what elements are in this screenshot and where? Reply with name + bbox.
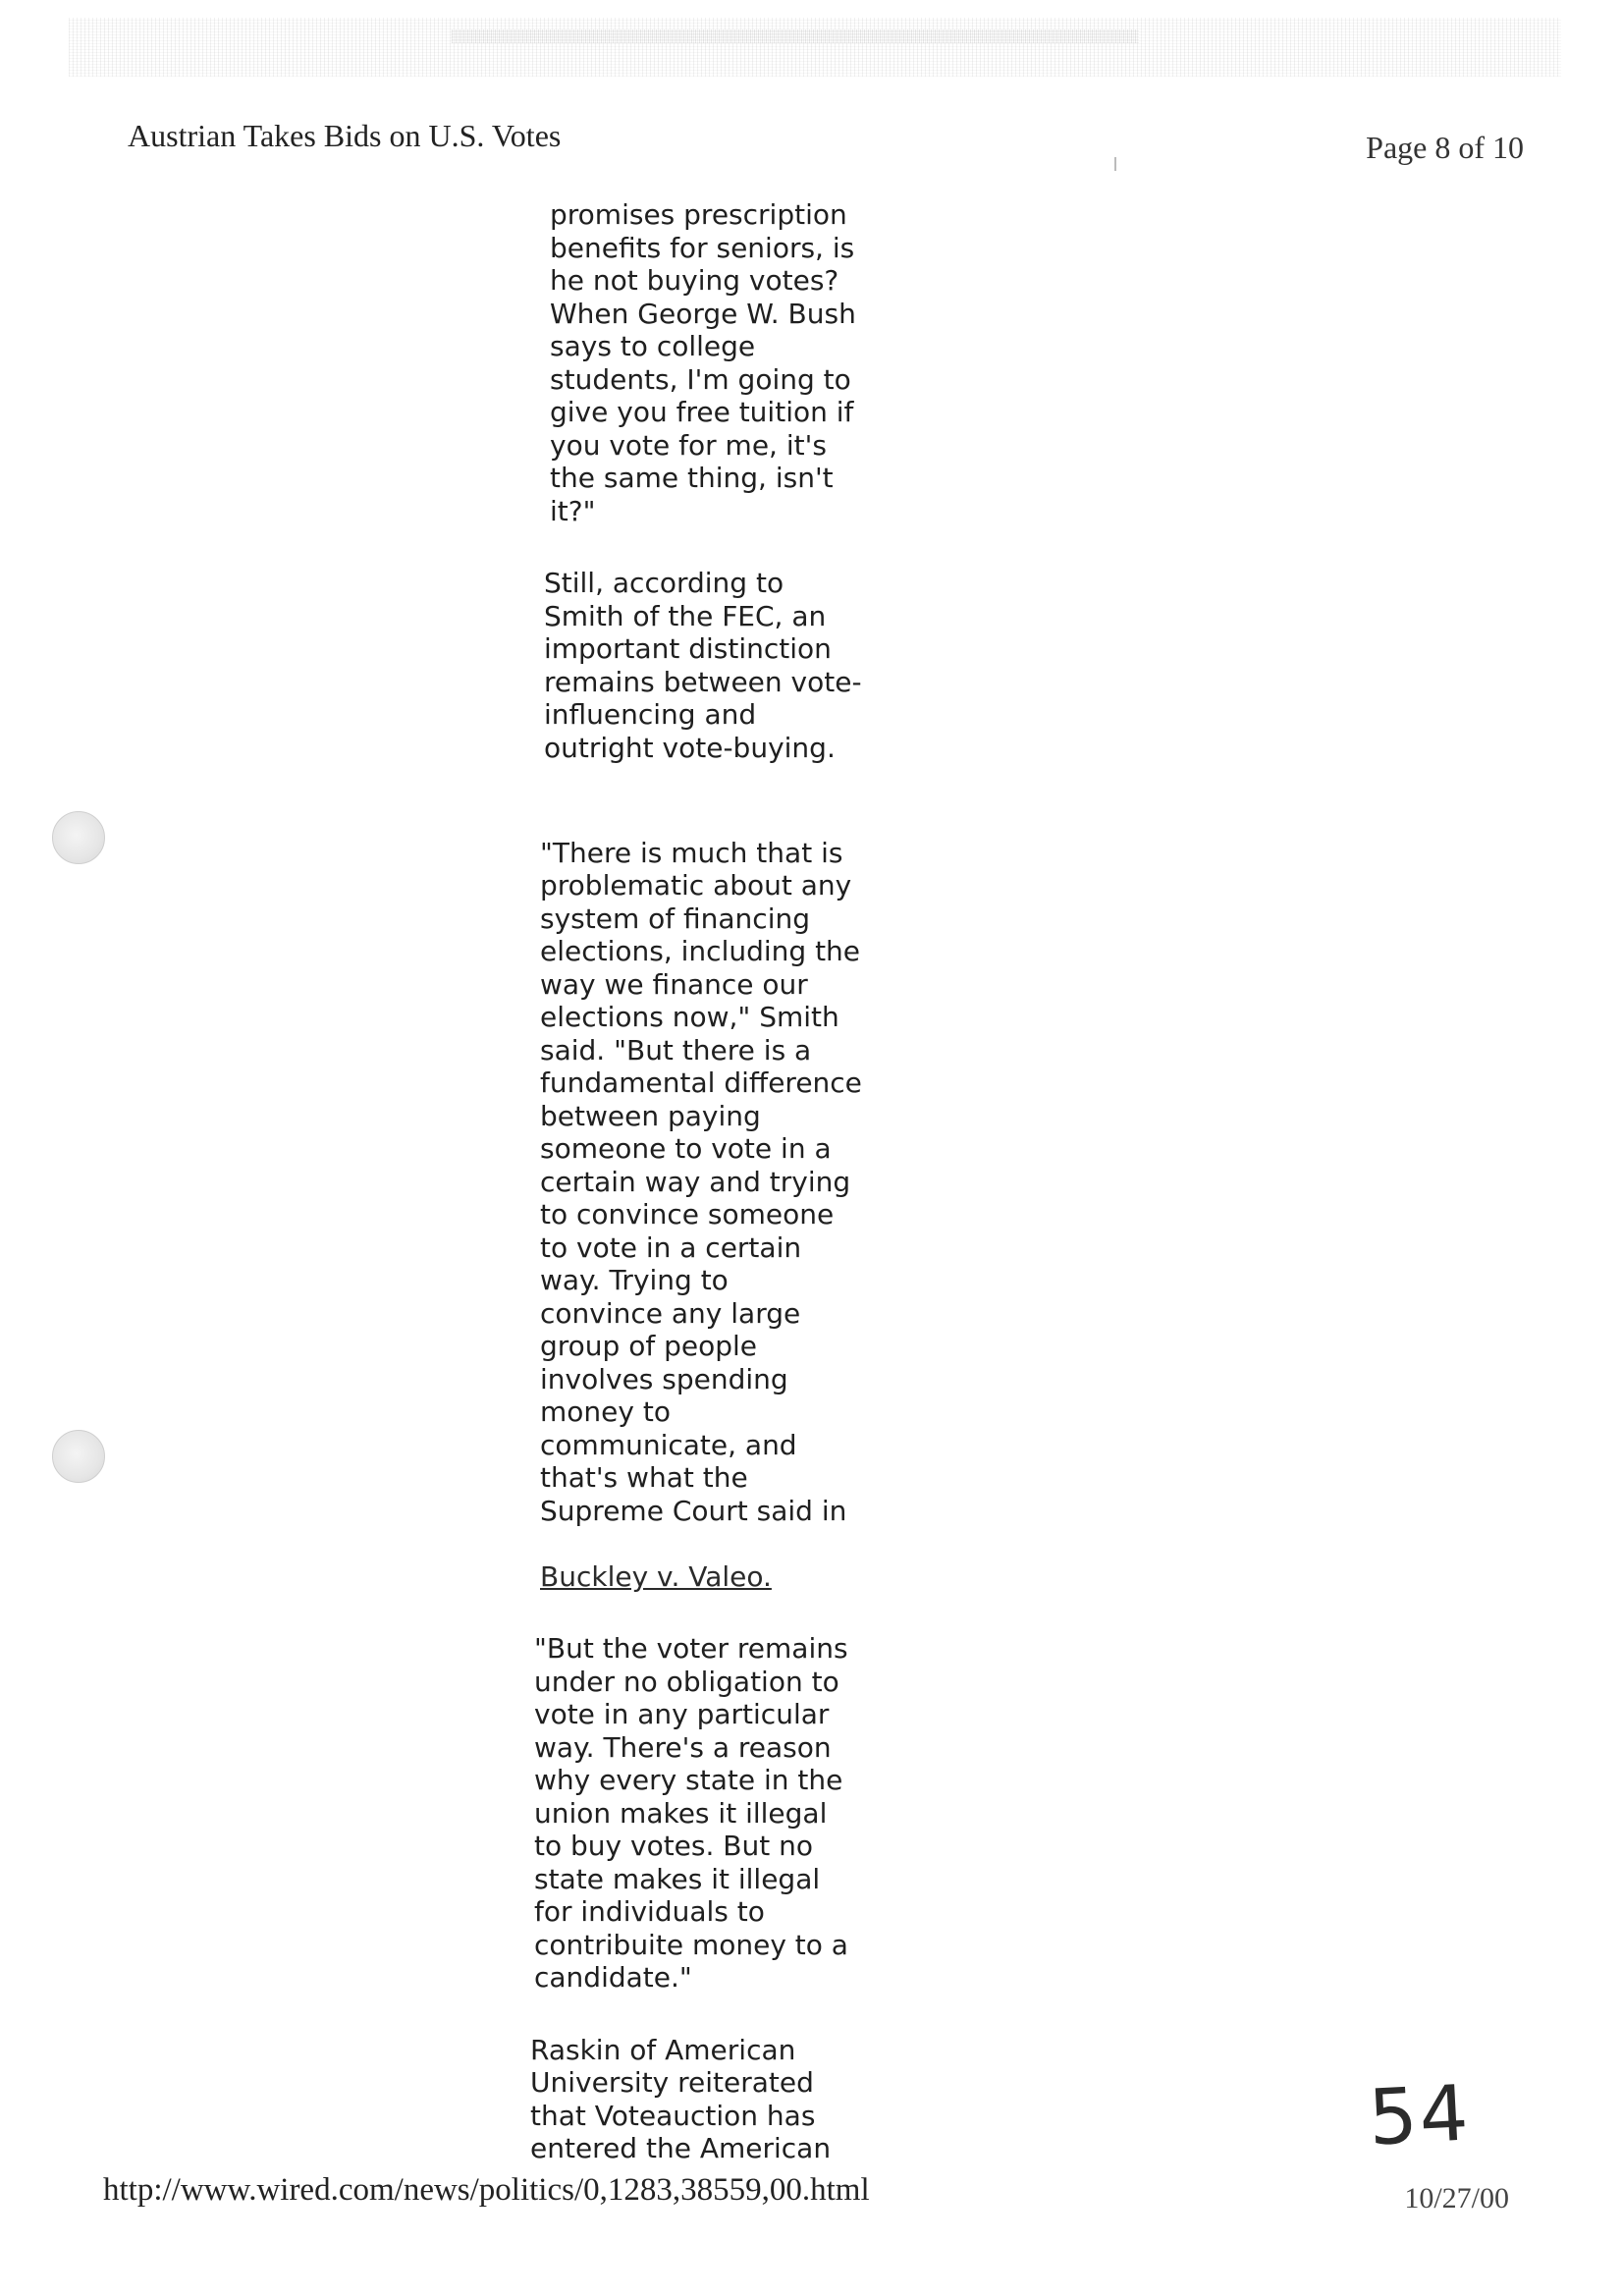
article-column bbox=[532, 198, 886, 2205]
scan-speck bbox=[1114, 157, 1116, 171]
footer-url: http://www.wired.com/news/politics/0,1283,38559,00.html bbox=[103, 2172, 870, 2208]
footer-date: 10/27/00 bbox=[1404, 2182, 1509, 2214]
page-indicator: Page 8 of 10 bbox=[1366, 130, 1524, 165]
article-paragraph-1: promises prescription benefits for seniors, is he not buying votes? When George W. Bush says to college students, I'm going to give you free tuition if you vote for me, it's the same thing, isn't it?" bbox=[550, 198, 856, 527]
article-paragraph-4: "But the voter remains under no obligation to vote in any particular way. There's a reason why every state in the union makes it illegal to buy votes. But no state makes it illegal for individuals to contribuite money to a candidate." bbox=[534, 1632, 848, 1994]
article-paragraph-5: Raskin of American University reiterated that Voteauction has entered the American bbox=[530, 2033, 832, 2164]
handwritten-page-number: 54 bbox=[1366, 2069, 1473, 2163]
scan-noise-top bbox=[69, 18, 1561, 77]
scan-noise-band bbox=[452, 29, 1139, 43]
punch-hole-lower bbox=[52, 1430, 105, 1483]
page-title: Austrian Takes Bids on U.S. Votes bbox=[128, 118, 562, 153]
buckley-v-valeo-link[interactable]: Buckley v. Valeo. bbox=[540, 1559, 772, 1593]
article-paragraph-2: Still, according to Smith of the FEC, an important distinction remains between vote- influencing and outright vote-buying. bbox=[544, 567, 862, 764]
article-paragraph-3-text: "There is much that is problematic about any system of financing elections, including the way we finance our elections now," Smith said. "But there is a fundamental difference between paying someone to vote in a certain way and trying to convince someone to vote in a certain way. Trying to convince any large group of people involves spending money to communicate, and that's what the Supreme Court said in bbox=[540, 836, 862, 1527]
article-paragraph-3 bbox=[540, 803, 886, 1593]
punch-hole-upper bbox=[52, 811, 105, 864]
